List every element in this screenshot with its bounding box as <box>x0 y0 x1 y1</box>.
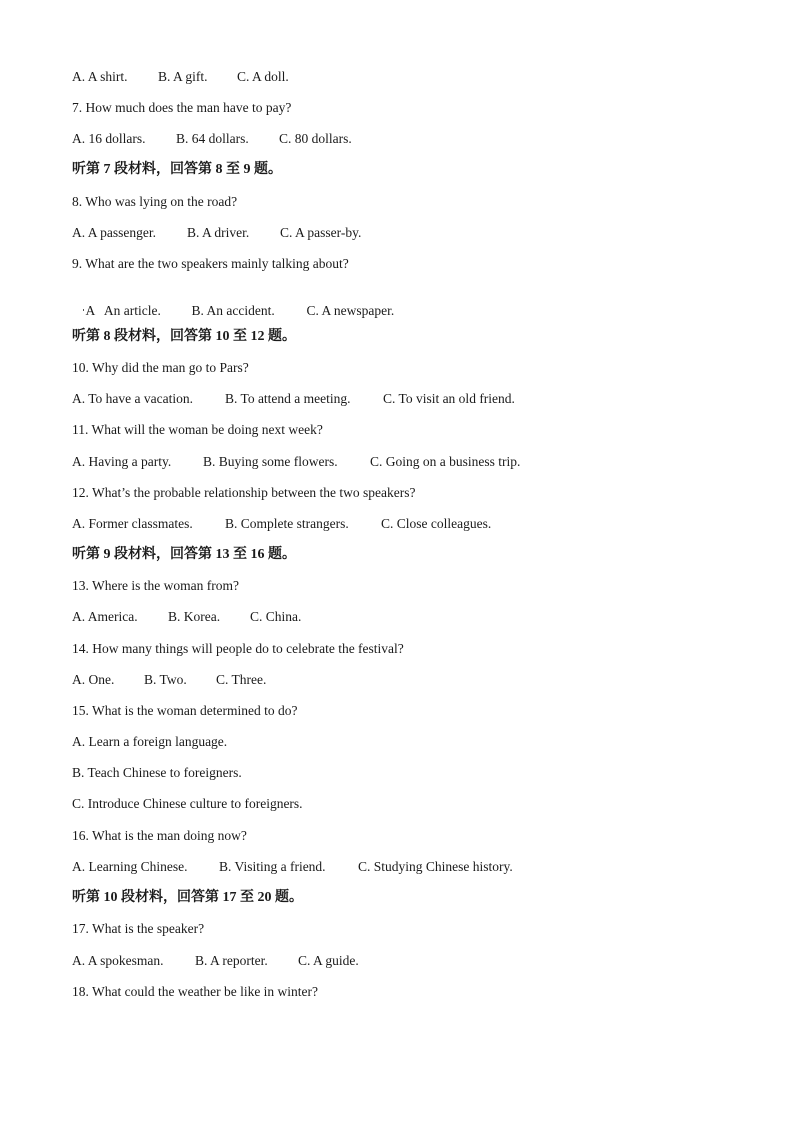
option: B. To attend a meeting. <box>225 391 351 406</box>
option: B. Visiting a friend. <box>219 859 326 874</box>
option: B. An accident. <box>191 303 275 318</box>
options-line <box>72 454 520 470</box>
option: A. America. <box>72 609 138 624</box>
options-line <box>72 672 266 688</box>
options-line <box>72 225 361 241</box>
option: A. Learning Chinese. <box>72 859 188 874</box>
question-line: 13. Where is the woman from? <box>72 578 239 593</box>
option: B. Buying some flowers. <box>203 454 338 469</box>
option: A. Having a party. <box>72 454 172 469</box>
question-line: 18. What could the weather be like in winter? <box>72 984 319 999</box>
question-line: 14. How many things will people do to celebrate the festival? <box>72 641 404 656</box>
options-line <box>72 953 359 969</box>
section-heading: 听第 10 段材料，回答第 17 至 20 题。 <box>72 890 303 905</box>
option-line: C. Introduce Chinese culture to foreigners. <box>72 796 303 811</box>
option: B. A reporter. <box>195 953 268 968</box>
option: C. A newspaper. <box>306 303 395 318</box>
options-line <box>72 859 513 875</box>
option: A. A passenger. <box>72 225 156 240</box>
option: C. Three. <box>216 672 267 687</box>
section-heading: 听第 9 段材料，回答第 13 至 16 题。 <box>72 547 296 562</box>
option: B. A driver. <box>187 225 250 240</box>
option: A. To have a vacation. <box>72 391 194 406</box>
option: C. Going on a business trip. <box>370 454 521 469</box>
option-line: A. Learn a foreign language. <box>72 734 228 749</box>
question-line: 8. Who was lying on the road? <box>72 194 238 209</box>
option: A. A spokesman. <box>72 953 164 968</box>
option: A. One. <box>72 672 115 687</box>
question-line: 9. What are the two speakers mainly talking about? <box>72 256 349 271</box>
option: B. A gift. <box>158 69 208 84</box>
option: C. 80 dollars. <box>279 131 352 146</box>
section-heading: 听第 8 段材料，回答第 10 至 12 题。 <box>72 329 296 344</box>
option: B. Complete strangers. <box>225 516 349 531</box>
options-line <box>72 131 352 147</box>
options-line <box>72 516 491 532</box>
option: B. 64 dollars. <box>176 131 249 146</box>
option: C. China. <box>250 609 302 624</box>
option: B. Two. <box>144 672 187 687</box>
option: C. A doll. <box>237 69 289 84</box>
question-line: 15. What is the woman determined to do? <box>72 703 298 718</box>
question-line: 10. Why did the man go to Pars? <box>72 360 249 375</box>
question-line: 7. How much does the man have to pay? <box>72 100 292 115</box>
options-line <box>72 69 289 85</box>
option: B. Korea. <box>168 609 221 624</box>
question-line: 17. What is the speaker? <box>72 921 205 936</box>
option: C. Studying Chinese history. <box>358 859 513 874</box>
stray-mark <box>83 309 84 311</box>
option: C. Close colleagues. <box>381 516 492 531</box>
section-heading: 听第 7 段材料，回答第 8 至 9 题。 <box>72 162 282 177</box>
option: A. Former classmates. <box>72 516 193 531</box>
options-line <box>72 391 515 407</box>
question-line: 11. What will the woman be doing next week? <box>72 422 323 437</box>
question-line: 16. What is the man doing now? <box>72 828 247 843</box>
option: A. A shirt. <box>72 69 128 84</box>
option: C. A guide. <box>298 953 359 968</box>
options-line <box>72 287 394 335</box>
option: C. A passer-by. <box>280 225 362 240</box>
option: A. 16 dollars. <box>72 131 146 146</box>
question-line: 12. What’s the probable relationship between the two speakers? <box>72 485 416 500</box>
option-line: B. Teach Chinese to foreigners. <box>72 765 242 780</box>
option: C. To visit an old friend. <box>383 391 515 406</box>
options-line <box>72 609 301 625</box>
option: A An article. <box>85 303 161 318</box>
